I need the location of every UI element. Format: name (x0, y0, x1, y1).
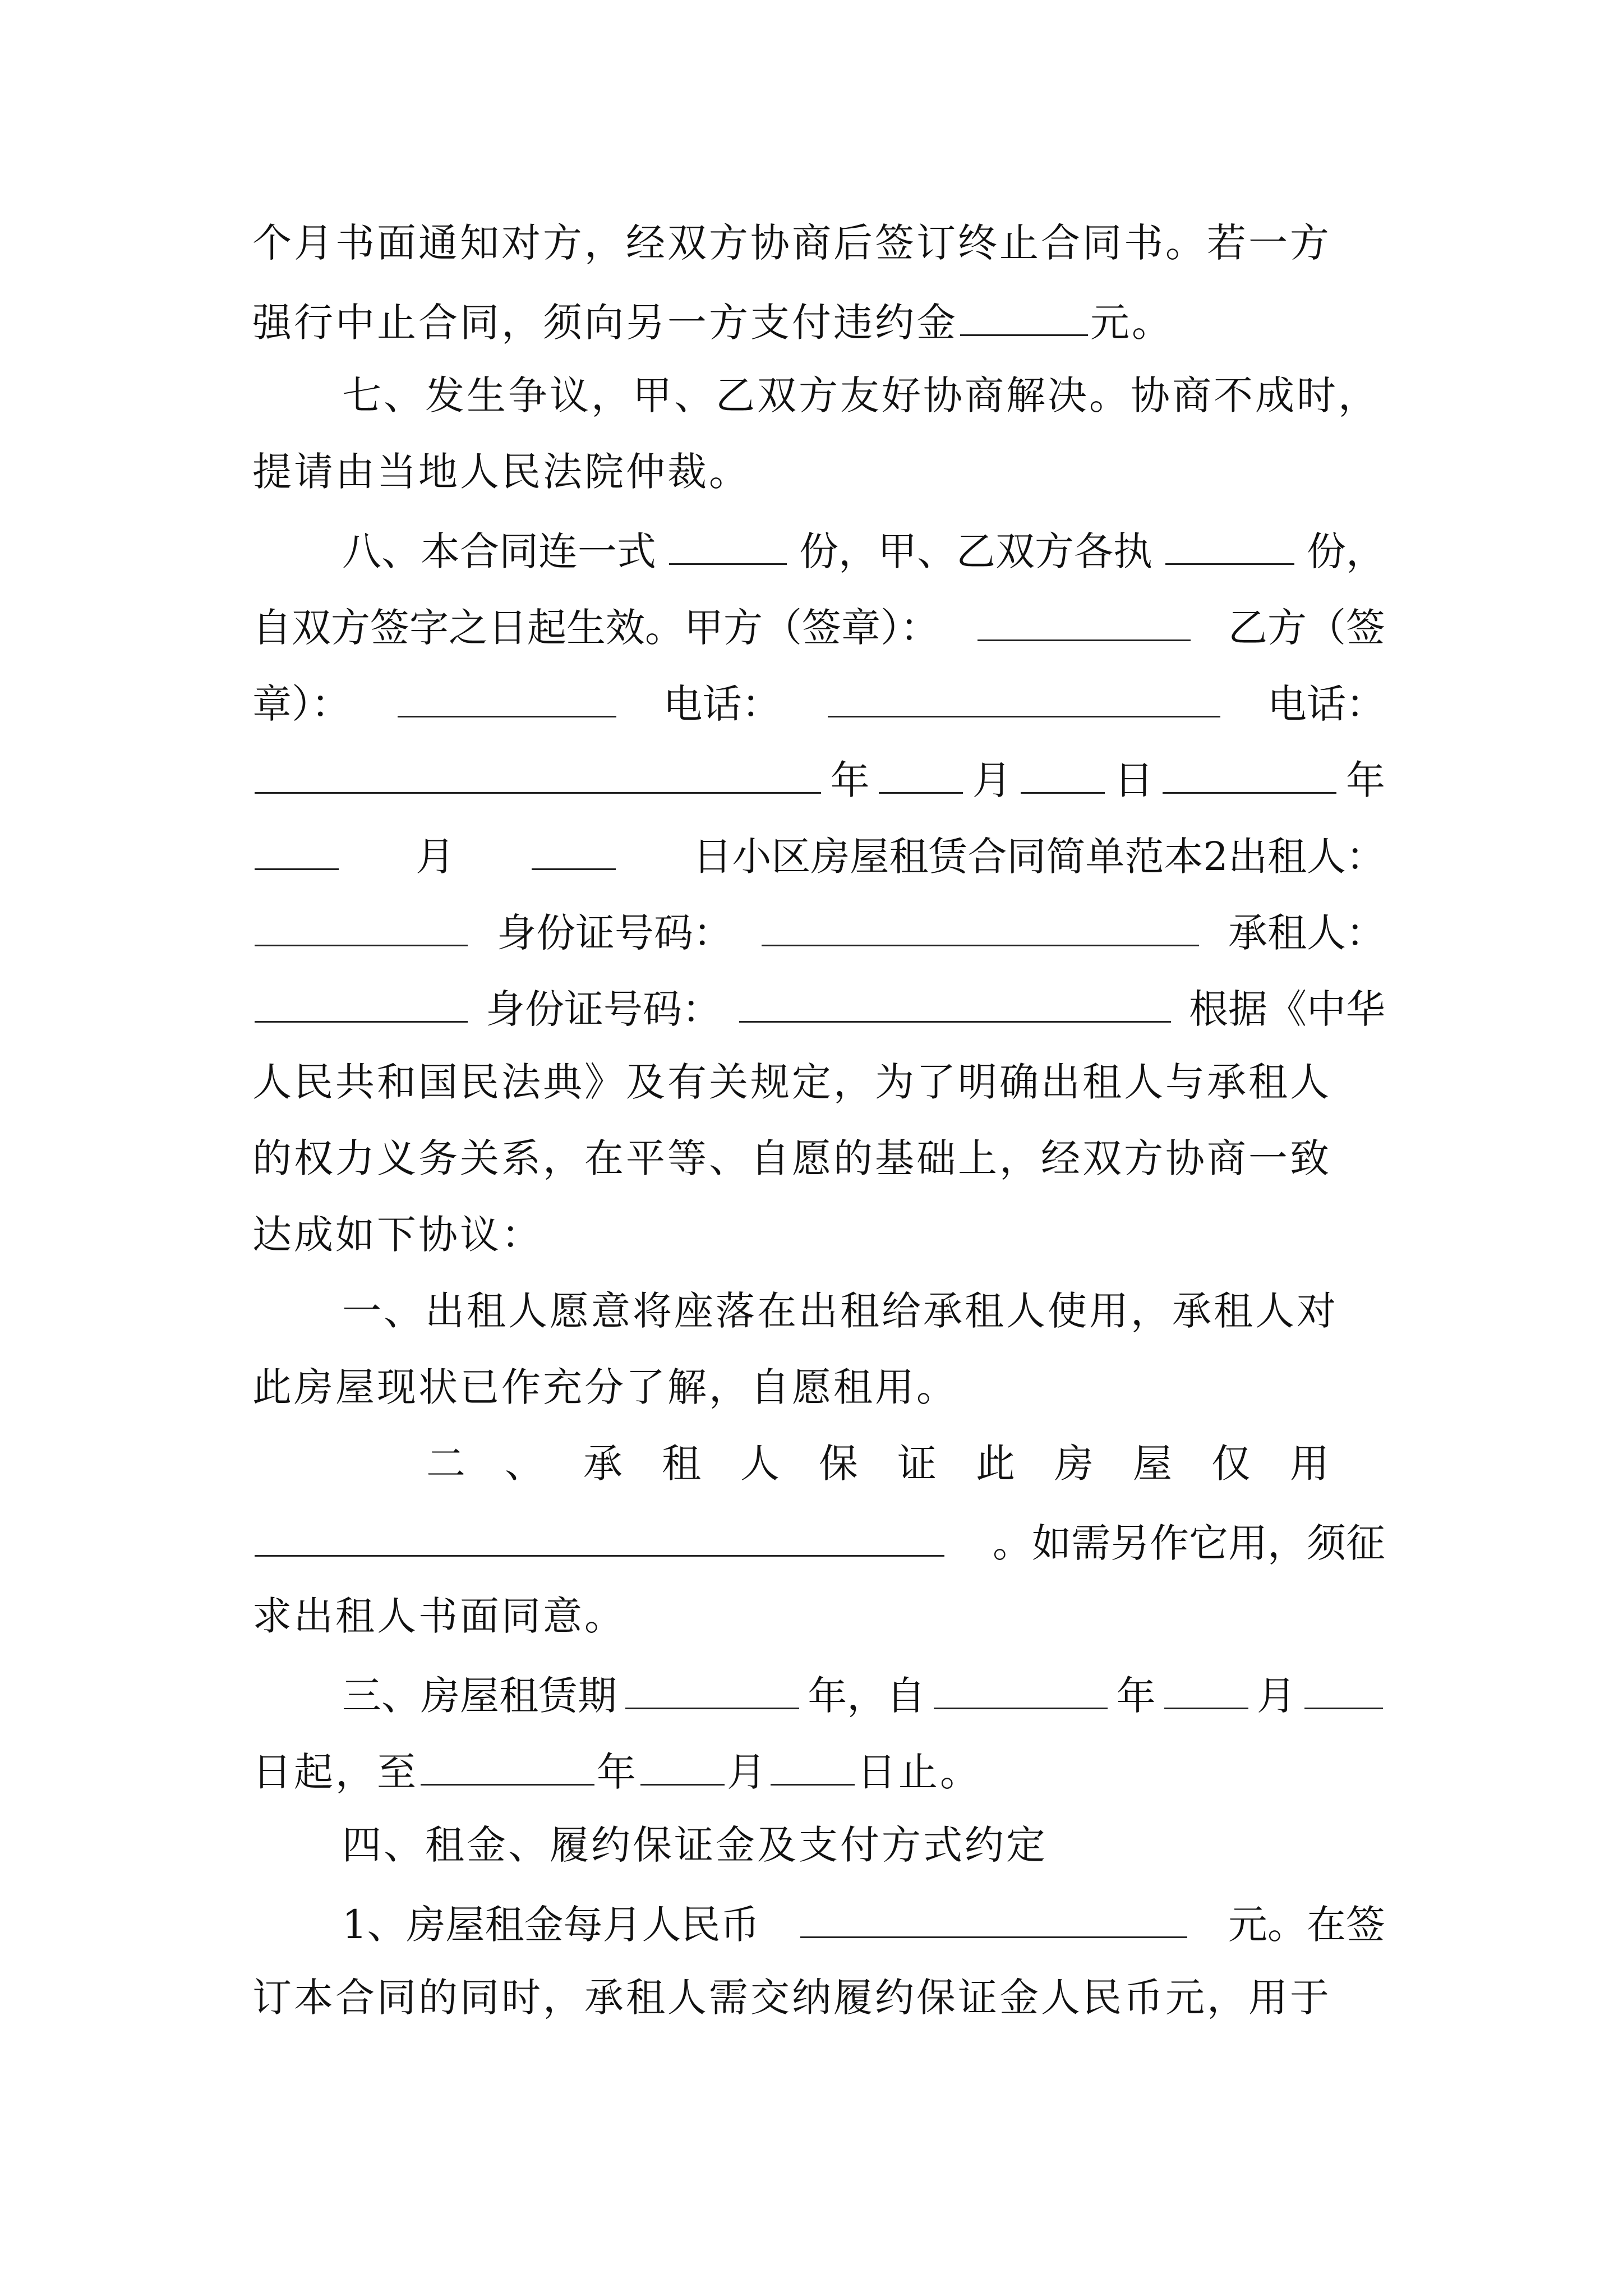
text-run: 元。 (1090, 300, 1173, 346)
penalty-amount-blank (960, 300, 1088, 336)
body-line (252, 757, 1385, 803)
text-run: 八、本合同连一式 (342, 528, 656, 574)
text-run: 章）： (252, 681, 351, 727)
section-heading: 四、租金、履约保证金及支付方式约定 (342, 1822, 1048, 1868)
body-line: 此房屋现状已作充分了解，自愿租用。 (252, 1364, 958, 1410)
lessee-id-blank (739, 986, 1171, 1023)
day-blank (532, 834, 616, 870)
text-run: 1、房屋租金每月人民币 (342, 1902, 760, 1948)
text-run: 月 (727, 1749, 768, 1795)
body-line: 七、发生争议，甲、乙双方友好协商解决。协商不成时， (342, 372, 1380, 418)
body-line: 订本合同的同时，承租人需交纳履约保证金人民币元，用于 (252, 1975, 1331, 2021)
text-run: 日小区房屋租赁合同简单范本2出租人： (693, 834, 1385, 880)
text-run: 份， (1307, 528, 1385, 574)
month-blank (255, 834, 339, 870)
copies-each-blank (1165, 528, 1294, 565)
text-run: 身份证号码： (486, 986, 721, 1032)
text-run: 年 (830, 757, 870, 803)
end-day-blank (771, 1749, 855, 1786)
end-month-blank (640, 1749, 725, 1786)
party-a-signature-blank (978, 605, 1191, 641)
monthly-rent-blank (800, 1902, 1187, 1938)
body-line (252, 300, 1385, 346)
start-month-blank (1164, 1673, 1248, 1709)
body-line: 二、承租人保证此房屋仅用 (426, 1441, 1368, 1487)
text-run: 日起，至 (252, 1749, 418, 1795)
lessor-id-blank (762, 910, 1199, 946)
body-line (252, 605, 1385, 651)
body-line: 人民共和国民法典》及有关规定，为了明确出租人与承租人 (252, 1059, 1331, 1105)
text-run: 强行中止合同，须向另一方支付违约金 (252, 300, 958, 346)
text-run: 。如需另作它用，须征 (993, 1520, 1385, 1566)
copies-total-blank (669, 528, 787, 565)
text-run: 电话： (663, 681, 781, 727)
body-line (252, 834, 1385, 880)
text-run: 承租人： (1228, 910, 1385, 956)
text-run: 乙方（签 (1228, 605, 1385, 651)
end-year-blank (421, 1749, 594, 1786)
text-run: 三、房屋租赁期 (342, 1673, 617, 1719)
body-line: 提请由当地人民法院仲裁。 (252, 449, 750, 495)
start-day-blank (1304, 1673, 1383, 1709)
body-line (252, 910, 1385, 956)
body-line (342, 528, 1385, 574)
month-blank (879, 757, 963, 794)
body-line: 个月书面通知对方，经双方协商后签订终止合同书。若一方 (252, 220, 1331, 266)
text-run: 身份证号码： (497, 910, 732, 956)
body-line (252, 1520, 1385, 1566)
text-run: 年 (1116, 1673, 1156, 1719)
text-run: 日 (1114, 757, 1154, 803)
body-line: 一、出租人愿意将座落在出租给承租人使用，承租人对 (342, 1288, 1338, 1334)
text-run: 年 (1345, 757, 1385, 803)
body-line: 达成如下协议： (252, 1212, 543, 1258)
body-line: 求出租人书面同意。 (252, 1593, 626, 1639)
body-line (252, 681, 1385, 727)
lessor-name-blank (255, 910, 468, 946)
year-blank (1163, 757, 1336, 794)
text-run: 份，甲、乙双方各执 (799, 528, 1152, 574)
usage-purpose-blank (255, 1520, 944, 1557)
day-blank (1021, 757, 1105, 794)
start-year-blank (934, 1673, 1108, 1709)
text-run: 电话： (1267, 681, 1385, 727)
body-line: 的权力义务关系，在平等、自愿的基础上，经双方协商一致 (252, 1135, 1331, 1181)
text-run: 年 (597, 1749, 638, 1795)
phone-blank (255, 757, 821, 794)
body-line (252, 1749, 1385, 1795)
text-run: 元。在签 (1228, 1902, 1385, 1948)
party-b-signature-blank (398, 681, 616, 717)
body-line (342, 1902, 1385, 1948)
lease-years-blank (625, 1673, 799, 1709)
text-run: 日止。 (857, 1749, 981, 1795)
lessee-name-blank (255, 986, 468, 1023)
text-run: 月 (416, 834, 455, 880)
body-line (342, 1673, 1385, 1719)
text-run: 自双方签字之日起生效。甲方（签章）： (252, 605, 939, 651)
body-line (252, 986, 1385, 1032)
text-run: 月 (1256, 1673, 1296, 1719)
text-run: 月 (972, 757, 1012, 803)
text-run: 年，自 (808, 1673, 926, 1719)
phone-blank (828, 681, 1220, 717)
text-run: 根据《中华 (1189, 986, 1385, 1032)
